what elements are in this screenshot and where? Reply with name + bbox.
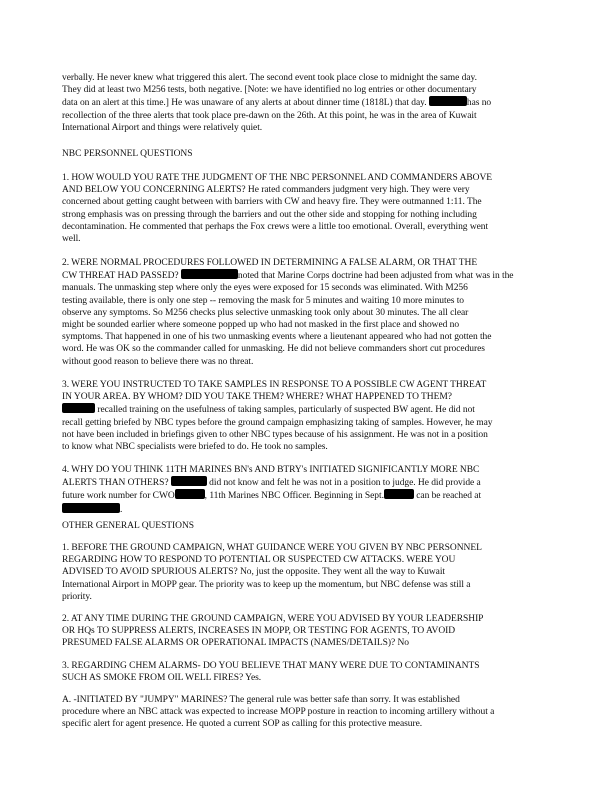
text-line: specific alert for agent presence. He quoted a current SOP as calling for this protective measure.	[62, 719, 423, 730]
text-line: AND BELOW YOU CONCERNING ALERTS? He rated commanders judgment very high. They were very	[62, 185, 470, 196]
text-line: data on an alert at this time.] He was unaware of any alerts at about dinner time (1818L) that day. has no	[62, 98, 492, 109]
text-line: manuals. The unmasking step where only the eyes were exposed for 15 seconds was eliminated. With M256	[62, 283, 468, 294]
section-heading-other-general: OTHER GENERAL QUESTIONS	[62, 521, 195, 531]
question-3-paragraph	[62, 379, 558, 453]
text-line: International Airport and things were relatively quiet.	[62, 122, 263, 133]
redaction-box	[181, 269, 238, 279]
redaction-box	[62, 403, 95, 413]
text-line: verbally. He never knew what triggered this alert. The second event took place close to midnight the same day.	[62, 73, 477, 83]
general-question-3a-paragraph	[62, 694, 558, 731]
text-line: 2. AT ANY TIME DURING THE GROUND CAMPAIGN, WERE YOU ADVISED BY YOUR LEADERSHIP	[62, 614, 484, 624]
text-line: REGARDING HOW TO RESPOND TO POTENTIAL OR SUSPECTED CW ATTACKS. WERE YOU	[62, 555, 456, 566]
redaction-box	[171, 476, 207, 486]
text-line: 2. WERE NORMAL PROCEDURES FOLLOWED IN DETERMINING A FALSE ALARM, OR THAT THE	[62, 258, 478, 268]
text-line: 1. HOW WOULD YOU RATE THE JUDGMENT OF THE NBC PERSONNEL AND COMMANDERS ABOVE	[62, 173, 493, 183]
text-line: ADVISED TO AVOID SPURIOUS ALERTS? No, just the opposite. They went all the way to Kuwait	[62, 567, 446, 578]
text-line: International Airport in MOPP gear. The priority was to keep up the momentum, but NBC defense was still a	[62, 579, 471, 590]
text-line: symptoms. That happened in one of his two unmasking events where a lieutenant appeared who had not gotten the	[62, 332, 492, 343]
text-line: observe any symptoms. So M256 checks plus selective unmasking took only about 30 minutes. The all clear	[62, 307, 469, 318]
redaction-box	[175, 489, 205, 499]
text-line: They did at least two M256 tests, both negative. [Note: we have identified no log entries or other documentary	[62, 85, 477, 96]
text-line: without good reason to believe there was no threat.	[62, 356, 254, 367]
text-line: 3. REGARDING CHEM ALARMS- DO YOU BELIEVE THAT MANY WERE DUE TO CONTAMINANTS	[62, 661, 480, 671]
text-line: decontamination. He commented that perhaps the Fox crews were a little too emotional. Overall, everything went	[62, 221, 489, 232]
text-line: priority.	[62, 591, 92, 602]
general-question-2-paragraph	[62, 613, 558, 650]
text-line: word. He was OK so the commander called for unmasking. He did not believe commanders short cut procedures	[62, 344, 485, 355]
text-line: IN YOUR AREA. BY WHOM? DID YOU TAKE THEM? WHERE? WHAT HAPPENED TO THEM?	[62, 392, 452, 403]
text-line: SUCH AS SMOKE FROM OIL WELL FIRES? Yes.	[62, 673, 262, 684]
intro-paragraph	[62, 72, 558, 134]
text-line: testing available, there is only one step -- removing the mask for 5 minutes and waiting 10 more minutes to	[62, 295, 465, 306]
text-line: procedure where an NBC attack was expected to increase MOPP posture in reaction to incoming artillery without a	[62, 707, 495, 718]
text-line: 3. WERE YOU INSTRUCTED TO TAKE SAMPLES IN RESPONSE TO A POSSIBLE CW AGENT THREAT	[62, 380, 487, 390]
text-line: A. -INITIATED BY "JUMPY" MARINES? The general rule was better safe than sorry. It was established	[62, 695, 460, 705]
text-line: 4. WHY DO YOU THINK 11TH MARINES BN's AND BTRY's INITIATED SIGNIFICANTLY MORE NBC	[62, 465, 480, 475]
text-line: concerned about getting caught between with barriers with CW and heavy fire. They were outmanned 1:11. The	[62, 197, 482, 208]
question-4-paragraph	[62, 464, 558, 516]
text-line: 1. BEFORE THE GROUND CAMPAIGN, WHAT GUIDANCE WERE YOU GIVEN BY NBC PERSONNEL	[62, 543, 482, 553]
general-question-1-paragraph	[62, 542, 558, 603]
section-heading-nbc-personnel: NBC PERSONNEL QUESTIONS	[62, 149, 193, 159]
text-line: not have been included in briefings given to other NBC types because of his assignment. He was not in a position	[62, 429, 488, 440]
redaction-box	[62, 503, 120, 513]
text-line: to know what NBC specialists were briefed to do. He took no samples.	[62, 442, 328, 453]
text-line: recollection of the three alerts that took place pre-dawn on the 26th. At this point, he was in the area of Kuwait	[62, 110, 477, 121]
text-line: well.	[62, 234, 81, 245]
text-line: recall getting briefed by NBC types before the ground campaign emphasizing taking of samples. However, he may	[62, 417, 493, 428]
redaction-box	[384, 489, 414, 499]
text-line: .	[62, 503, 558, 516]
text-line: recalled training on the usefulness of taking samples, particularly of suspected BW agent. He did not	[62, 403, 558, 416]
text-line: ALERTS THAN OTHERS? did not know and felt he was not in a position to judge. He did provide a	[62, 478, 481, 489]
question-2-paragraph	[62, 257, 558, 368]
text-line: might be sounded earlier where someone popped up who had not masked in the first place and showed no	[62, 320, 460, 331]
general-question-3-paragraph	[62, 660, 558, 684]
redaction-box	[429, 96, 467, 106]
text-line: OR HQs TO SUPPRESS ALERTS, INCREASES IN MOPP, OR TESTING FOR AGENTS, TO AVOID	[62, 626, 456, 637]
text-line: future work number for CWO , 11th Marines NBC Officer. Beginning in Sept. can be reached at	[62, 491, 482, 502]
text-line: strong emphasis was on pressing through the barriers and out the other side and stopping for nothing including	[62, 209, 477, 220]
question-1-paragraph	[62, 172, 558, 245]
text-line: CW THREAT HAD PASSED? noted that Marine Corps doctrine had been adjusted from what was in the	[62, 271, 514, 282]
text-line: PRESUMED FALSE ALARMS OR OPERATIONAL IMPACTS (NAMES/DETAILS)? No	[62, 638, 409, 649]
